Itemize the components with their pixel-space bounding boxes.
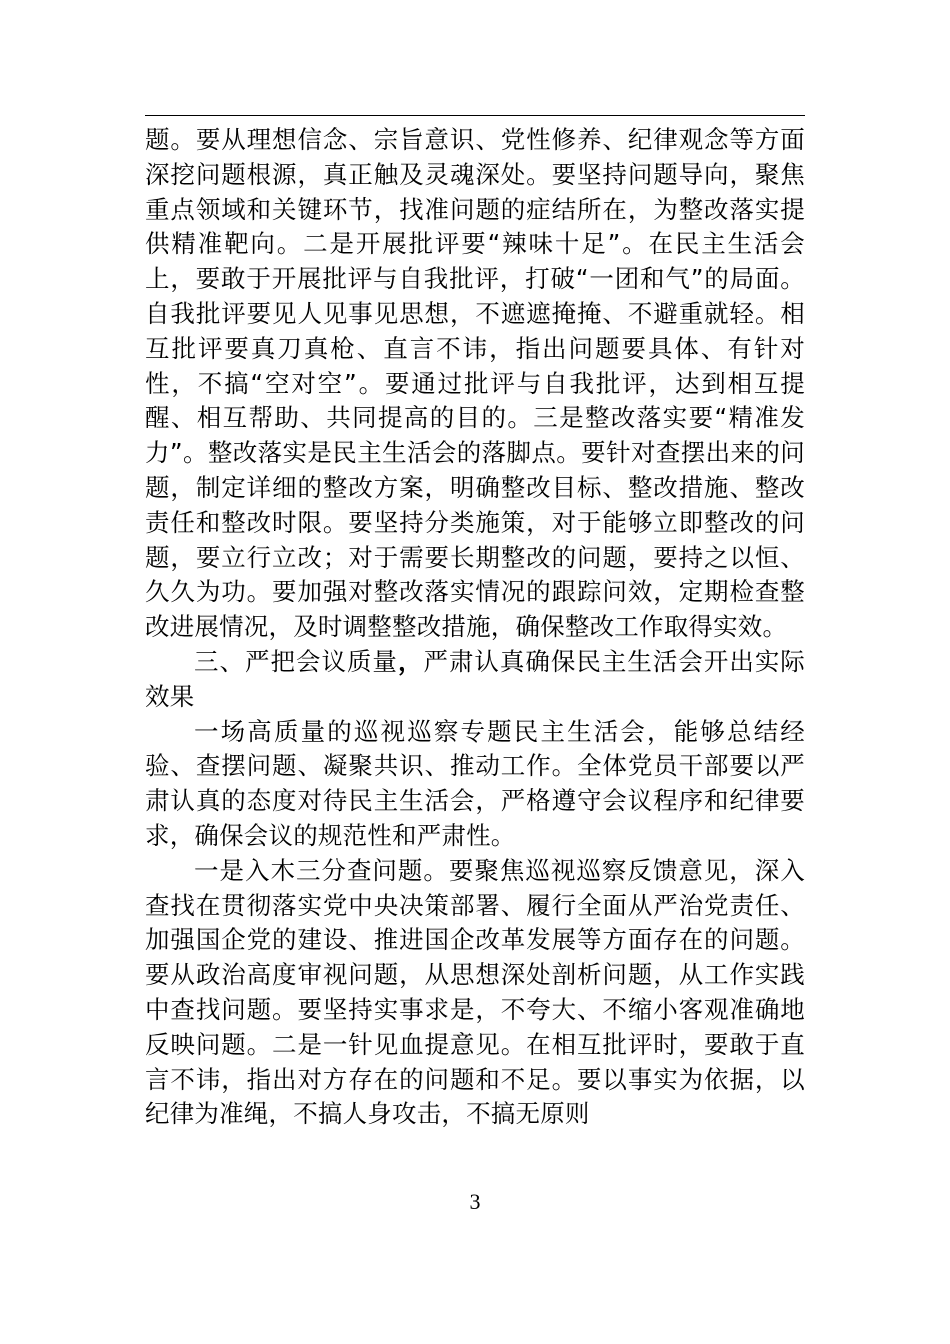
section-heading-text <box>145 647 805 711</box>
header-rule <box>145 115 805 116</box>
body-paragraph: 一场高质量的巡视巡察专题民主生活会，能够总结经验、查摆问题、凝聚共识、推动工作。全体党员干部要以严肃认真的态度对待民主生活会，严格遵守会议程序和纪律要求，确保会议的规范性和严肃性。 <box>145 716 805 850</box>
section-heading-rest: 严肃认真确保民主生活会开出实际效果 <box>145 646 806 711</box>
section-heading <box>145 645 805 715</box>
body-paragraph: 一是入木三分查问题。要聚焦巡视巡察反馈意见，深入查找在贯彻落实党中央决策部署、履行全面从严治党责任、加强国企党的建设、推进国企改革发展等方面存在的问题。要从政治高度审视问题，从思想深处剖析问题，从工作实践中查找问题。要坚持实事求是，不夸大、不缩小客观准确地反映问题。二是一针见血提意见。在相互批评时，要敢于直言不讳，指出对方存在的问题和不足。要以事实为依据，以纪律为准绳，不搞人身攻击，不搞无原则 <box>145 855 805 1129</box>
document-body <box>145 123 805 1132</box>
body-paragraph-continued: 题。要从理想信念、宗旨意识、党性修养、纪律观念等方面深挖问题根源，真正触及灵魂深处。要坚持问题导向，聚焦重点领域和关键环节，找准问题的症结所在，为整改落实提供精准靶向。二是开展批评要“辣味十足”。在民主生活会上，要敢于开展批评与自我批评，打破“一团和气”的局面。自我批评要见人见事见思想，不遮遮掩掩、不避重就轻。相互批评要真刀真枪、直言不讳，指出问题要具体、有针对性，不搞“空对空”。要通过批评与自我批评，达到相互提醒、相互帮助、共同提高的目的。三是整改落实要“精准发力”。整改落实是民主生活会的落脚点。要针对查摆出来的问题，制定详细的整改方案，明确整改目标、整改措施、整改责任和整改时限。要坚持分类施策，对于能够立即整改的问题，要立行立改；对于需要长期整改的问题，要持之以恒、久久为功。要加强对整改落实情况的跟踪问效，定期检查整改进展情况，及时调整整改措施，确保整改工作取得实效。 <box>145 125 805 642</box>
page-number: 3 <box>469 1189 481 1214</box>
section-heading-lead: 三、严把会议质量 <box>194 646 398 676</box>
section-heading-bold: ， <box>397 646 424 676</box>
